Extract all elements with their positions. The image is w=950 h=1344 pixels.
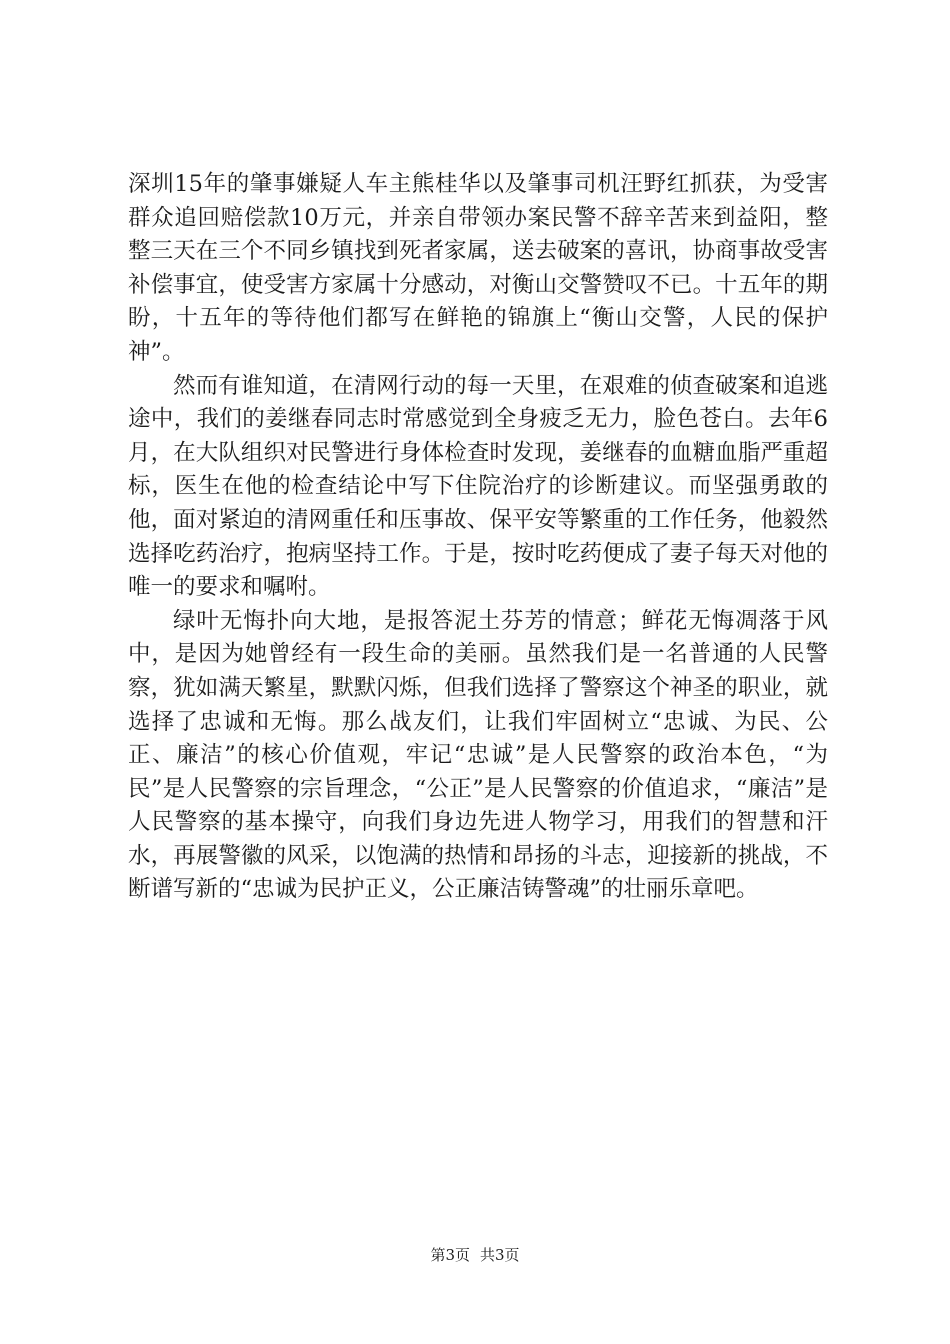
page-footer: [0, 1244, 950, 1265]
paragraph-2: 然而有谁知道，在清网行动的每一天里，在艰难的侦查破案和追逃途中，我们的姜继春同志时常感觉到全身疲乏无力，脸色苍白。去年6月，在大队组织对民警进行身体检查时发现，姜继春的血糖血脂严重超标，医生在他的检查结论中写下住院治疗的诊断建议。而坚强勇敢的他，面对紧迫的清网重任和压事故、保平安等繁重的工作任务，他毅然选择吃药治疗，抱病坚持工作。于是，按时吃药便成了妻子每天对他的唯一的要求和嘱咐。: [128, 372, 828, 601]
paragraph-1: 深圳15年的肇事嫌疑人车主熊桂华以及肇事司机汪野红抓获，为受害群众追回赔偿款10万元，并亲自带领办案民警不辞辛苦来到益阳，整整三天在三个不同乡镇找到死者家属，送去破案的喜讯，协商事故受害补偿事宜，使受害方家属十分感动，对衡山交警赞叹不已。十五年的期盼，十五年的等待他们都写在鲜艳的锦旗上“衡山交警，人民的保护神”。: [128, 171, 828, 365]
page-total: 共3页: [480, 1246, 520, 1264]
document-body: [128, 168, 828, 907]
page-number: 第3页: [430, 1246, 470, 1264]
paragraph-3: 绿叶无悔扑向大地，是报答泥土芬芳的情意；鲜花无悔凋落于风中，是因为她曾经有一段生命的美丽。虽然我们是一名普通的人民警察，犹如满天繁星，默默闪烁，但我们选择了警察这个神圣的职业，就选择了忠诚和无悔。那么战友们，让我们牢固树立“忠诚、为民、公正、廉洁”的核心价值观，牢记“忠诚”是人民警察的政治本色，“为民”是人民警察的宗旨理念，“公正”是人民警察的价值追求，“廉洁”是人民警察的基本操守，向我们身边先进人物学习，用我们的智慧和汗水，再展警徽的风采，以饱满的热情和昂扬的斗志，迎接新的挑战，不断谱写新的“忠诚为民护正义，公正廉洁铸警魂”的壮丽乐章吧。: [128, 607, 828, 903]
